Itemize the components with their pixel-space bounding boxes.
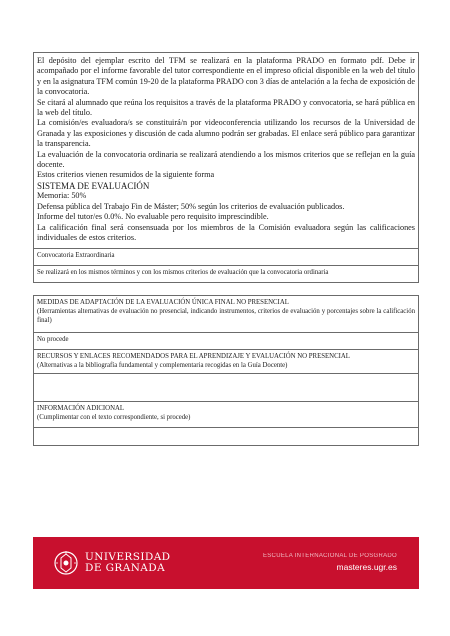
sistema-defensa: Defensa pública del Trabajo Fin de Máster; 50% según los criterios de evaluación publicados. <box>37 201 345 211</box>
footer-banner <box>33 537 419 589</box>
paragraph-citacion: Se citará al alumnado que reúna los requisitos a través de la plataforma PRADO y convocatoria, se hará pública en la web del título. <box>37 97 415 118</box>
university-name <box>85 552 171 574</box>
extraordinaria-label: Convocatoria Extraordinaria <box>37 251 115 259</box>
school-name: ESCUELA INTERNACIONAL DE POSGRADO <box>262 553 397 559</box>
info-header-cell <box>34 401 418 427</box>
paragraph-evaluacion: La evaluación de la convocatoria ordinaria se realizará atendiendo a los mismos criterios que se reflejan en la guía docente. <box>37 149 415 170</box>
medidas-header-cell <box>34 296 418 332</box>
sistema-informe: Informe del tutor/es 0.0%. No evaluable pero requisito imprescindible. <box>37 212 269 222</box>
extraordinaria-text-cell <box>34 265 418 282</box>
recursos-header-cell <box>34 349 418 373</box>
university-seal-icon <box>53 548 79 578</box>
university-line-2: DE GRANADA <box>85 562 166 574</box>
paragraph-criterios: Estos criterios vienen resumidos de la siguiente forma <box>37 170 215 180</box>
evaluation-main-cell <box>34 53 418 248</box>
info-subtitle: (Cumplimentar con el texto correspondiente, si procede) <box>37 414 191 421</box>
sistema-memoria: Memoria: 50% <box>37 191 87 201</box>
medidas-value: No procede <box>37 336 69 343</box>
paragraph-comision: La comisión/es evaluadora/s se constituirá/n por videoconferencia utilizando los recursos de la Universidad de Granada y las exposiciones y discusión de cada alumno podrán ser grabadas. El enlace será público para garantizar la transparencia. <box>37 118 415 149</box>
recursos-heading: RECURSOS Y ENLACES RECOMENDADOS PARA EL APRENDIZAJE Y EVALUACIÓN NO PRESENCIAL <box>37 353 350 360</box>
medidas-subtitle: (Herramientas alternativas de evaluación no presencial, indicando instrumentos, criterios de evaluación y porcentajes sobre la calificación final) <box>37 308 415 324</box>
recursos-empty-cell <box>34 373 418 401</box>
extraordinaria-label-cell <box>34 248 418 265</box>
info-empty-cell <box>34 427 418 445</box>
medidas-value-cell <box>34 332 418 349</box>
extraordinaria-text: Se realizará en los mismos términos y con los mismos criterios de evaluación que la convocatoria ordinaria <box>37 268 329 276</box>
adaptation-table <box>33 295 419 446</box>
recursos-subtitle: (Alternativas a la bibliografía fundamental y complementaria recogidas en la Guía Docente) <box>37 362 288 369</box>
sistema-heading: SISTEMA DE EVALUACIÓN <box>37 180 150 191</box>
masters-url[interactable]: masteres.ugr.es <box>336 562 397 572</box>
evaluation-table <box>33 52 419 283</box>
university-line-1: UNIVERSIDAD <box>85 551 171 563</box>
footer-right <box>263 553 397 572</box>
info-heading: INFORMACIÓN ADICIONAL <box>37 405 125 412</box>
paragraph-deposito: El depósito del ejemplar escrito del TFM se realizará en la plataforma PRADO en formato pdf. Debe ir acompañado por el informe favorable del tutor correspondiente en el impreso oficial disponible en la web del título y en la asignatura TFM común 19-20 de la plataforma PRADO con 3 días de antelación a la fecha de exposición de la convocatoria. <box>37 56 415 97</box>
sistema-calificacion: La calificación final será consensuada por los miembros de la Comisión evaluadora según las calificaciones individuales de estos criterios. <box>37 222 415 243</box>
medidas-heading: MEDIDAS DE ADAPTACIÓN DE LA EVALUACIÓN ÚNICA FINAL NO PRESENCIAL <box>37 299 289 306</box>
